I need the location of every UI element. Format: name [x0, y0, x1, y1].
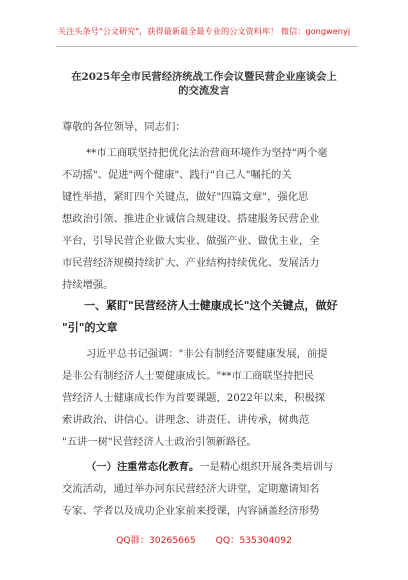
title-line-2: 的交流发言	[178, 85, 230, 97]
intro-line: 想政治引领、推进企业诚信合规建设、搭建服务民营企业	[62, 213, 320, 225]
section1-line: 索讲政治、讲信心、讲理念、讲责任、讲传承，树典范	[62, 414, 310, 426]
section-heading-1-cont: "引"的文章	[62, 321, 118, 334]
footer-contact	[0, 532, 408, 546]
subsection1-text: 一是精心组织开展各类培训与	[199, 461, 334, 473]
intro-line: **市工商联坚持把优化法治营商环境作为坚持"两个毫	[86, 147, 328, 159]
footer-qq: QQ：535304092	[215, 535, 292, 546]
subsection1-line: 专家、学者以及成功企业家前来授课，内容涵盖经济形势	[62, 505, 320, 517]
intro-line: 不动摇"、促进"两个健康"、践行"自己人"嘱托的关	[62, 169, 292, 181]
intro-line: 持续增强。	[62, 279, 114, 291]
section1-line: "五讲一树"民营经济人士政治引领新路径。	[62, 436, 257, 448]
document-title	[50, 70, 358, 98]
section1-line: 是非公有制经济人士要健康成长。"**市工商联坚持把民	[62, 370, 314, 382]
subsection1-line: 交流活动，通过举办河东民营经济大讲堂，定期邀请知名	[62, 483, 320, 495]
header-note: 关注头条号"公文研究"，获得最新最全最专业的公文资料库！ 微信：gongwenyj	[57, 26, 351, 36]
intro-line: 市民营经济规模持续扩大、产业结构持续优化、发展活力	[62, 257, 320, 269]
salutation: 尊敬的各位领导，同志们：	[62, 121, 186, 133]
section1-line: 习近平总书记强调："非公有制经济要健康发展，前提	[86, 348, 328, 360]
intro-line: 平台，引导民营企业做大实业、做强产业、做优主业，全	[62, 235, 320, 247]
subsection1-lead: （一）注重常态化教育。	[86, 461, 200, 473]
header-divider	[56, 46, 358, 47]
footer-qq-group: QQ群：30265665	[116, 535, 196, 546]
subsection1-first-line	[86, 460, 333, 474]
section1-line: 营经济人士健康成长作为首要课题，2022年以来，积极探	[62, 392, 326, 404]
intro-line: 键性举措，紧盯四个关键点，做好"四篇文章"，强化思	[62, 191, 309, 203]
title-line-1: 在2025年全市民营经济统战工作会议暨民营企业座谈会上	[71, 71, 337, 83]
section-heading-1: 一、紧盯"民营经济人士健康成长"这个关键点，做好	[84, 299, 338, 312]
